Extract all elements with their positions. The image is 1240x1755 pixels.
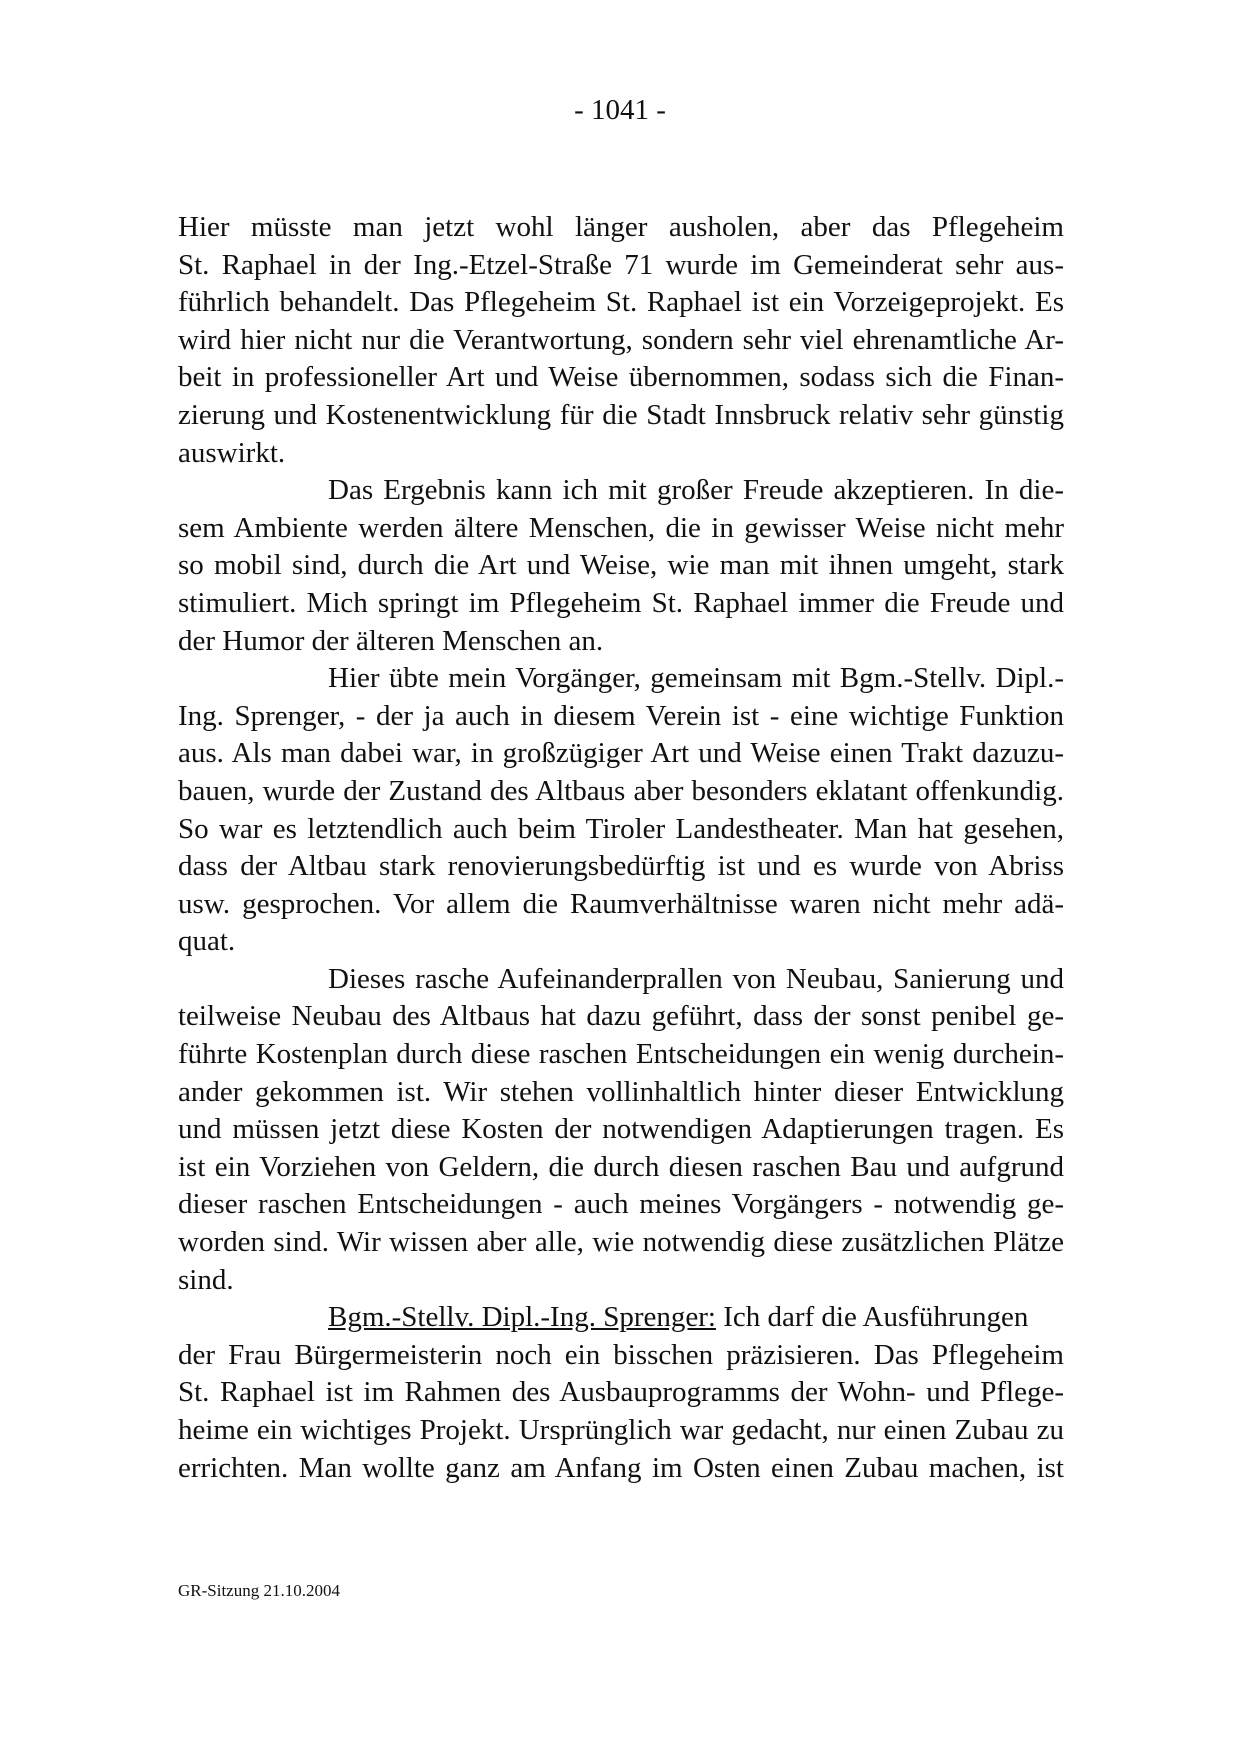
speaker-first-line xyxy=(178,1299,1064,1337)
text-line: teilweise Neubau des Altbaus hat dazu geführt, dass der sonst penibel ge- xyxy=(178,1000,1064,1033)
text-line: führlich behandelt. Das Pflegeheim St. Raphael ist ein Vorzeigeprojekt. Es xyxy=(178,286,1064,319)
text-line: zierung und Kostenentwicklung für die Stadt Innsbruck relativ sehr günstig xyxy=(178,398,1064,431)
text-line: aus. Als man dabei war, in großzügiger Art und Weise einen Trakt dazuzu- xyxy=(178,737,1064,770)
text-line: der Frau Bürgermeisterin noch ein bisschen präzisieren. Das Pflegeheim xyxy=(178,1338,1064,1371)
text-line: auswirkt. xyxy=(178,436,286,469)
text-line: wird hier nicht nur die Verantwortung, sondern sehr viel ehrenamtliche Ar- xyxy=(178,323,1064,356)
text-line: St. Raphael ist im Rahmen des Ausbauprogramms der Wohn- und Pflege- xyxy=(178,1376,1064,1409)
paragraph-4 xyxy=(178,961,1064,1299)
text-line: beit in professioneller Art und Weise übernommen, sodass sich die Finan- xyxy=(178,361,1064,394)
text-line: Ing. Sprenger, - der ja auch in diesem Verein ist - eine wichtige Funktion xyxy=(178,699,1064,732)
text-line: sem Ambiente werden ältere Menschen, die in gewisser Weise nicht mehr xyxy=(178,511,1064,544)
text-line: quat. xyxy=(178,925,236,958)
text-line: Hier müsste man jetzt wohl länger ausholen, aber das Pflegeheim xyxy=(178,211,1064,243)
text-line: ist ein Vorziehen von Geldern, die durch diesen raschen Bau und aufgrund xyxy=(178,1150,1064,1183)
text-line: der Humor der älteren Menschen an. xyxy=(178,624,604,657)
text-line: ander gekommen ist. Wir stehen vollinhaltlich hinter dieser Entwicklung xyxy=(178,1075,1064,1108)
text-line: dass der Altbau stark renovierungsbedürftig ist und es wurde von Abriss xyxy=(178,850,1064,883)
text-line: usw. gesprochen. Vor allem die Raumverhältnisse waren nicht mehr adä- xyxy=(178,887,1064,920)
text-line: St. Raphael in der Ing.-Etzel-Straße 71 wurde im Gemeinderat sehr aus- xyxy=(178,248,1064,281)
footer-session-date: GR-Sitzung 21.10.2004 xyxy=(178,1581,340,1600)
text-line: und müssen jetzt diese Kosten der notwendigen Adaptierungen tragen. Es xyxy=(178,1113,1064,1146)
speaker-first-line-text: Ich darf die Ausführungen xyxy=(715,1301,1029,1334)
text-line: errichten. Man wollte ganz am Anfang im Osten einen Zubau machen, ist xyxy=(178,1451,1064,1484)
text-line: sind. xyxy=(178,1263,234,1296)
text-line: so mobil sind, durch die Art und Weise, wie man mit ihnen umgeht, stark xyxy=(178,549,1064,582)
text-line: Dieses rasche Aufeinanderprallen von Neubau, Sanierung und xyxy=(328,962,1064,995)
paragraph-3 xyxy=(178,660,1064,961)
text-line: Das Ergebnis kann ich mit großer Freude akzeptieren. In die- xyxy=(328,474,1064,507)
text-line: führte Kostenplan durch diese raschen Entscheidungen ein wenig durchein- xyxy=(178,1038,1064,1071)
paragraph-2 xyxy=(178,472,1064,660)
text-line: worden sind. Wir wissen aber alle, wie notwendig diese zusätzlichen Plätze xyxy=(178,1226,1064,1259)
text-line: bauen, wurde der Zustand des Altbaus aber besonders eklatant offenkundig. xyxy=(178,774,1064,807)
text-line: dieser raschen Entscheidungen - auch meines Vorgängers - notwendig ge- xyxy=(178,1188,1064,1221)
text-line: Hier übte mein Vorgänger, gemeinsam mit Bgm.-Stellv. Dipl.- xyxy=(328,662,1064,695)
body-text xyxy=(178,209,1064,1487)
page-number: - 1041 - xyxy=(574,94,666,126)
speaker-paragraph xyxy=(178,1299,1064,1487)
text-line: heime ein wichtiges Projekt. Ursprünglich war gedacht, nur einen Zubau zu xyxy=(178,1414,1064,1446)
text-line: stimuliert. Mich springt im Pflegeheim St. Raphael immer die Freude und xyxy=(178,586,1064,619)
speaker-name: Bgm.-Stellv. Dipl.-Ing. Sprenger: xyxy=(328,1301,716,1334)
text-line: So war es letztendlich auch beim Tiroler Landestheater. Man hat gesehen, xyxy=(178,812,1064,845)
paragraph-1 xyxy=(178,209,1064,472)
